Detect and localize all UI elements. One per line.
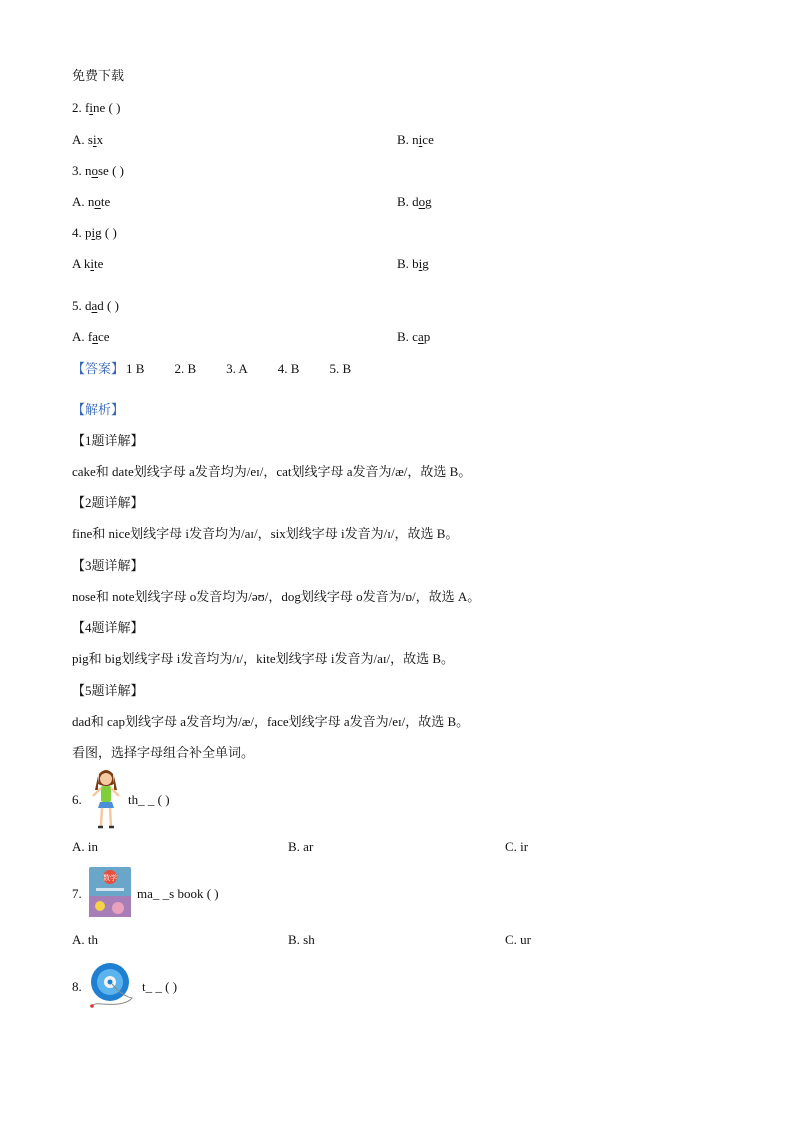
question-6-option-a[interactable]: A. in: [72, 839, 98, 854]
question-6-option-c[interactable]: C. ir: [505, 839, 529, 854]
analysis-tag: 【解析】: [72, 402, 125, 417]
question-2-option-a[interactable]: A. six: [72, 132, 104, 147]
question-3-option-b[interactable]: B. dog: [397, 194, 432, 209]
question-7-option-c[interactable]: C. ur: [505, 932, 531, 947]
section-instruction: 看图，选择字母组合补全单词。: [72, 745, 255, 760]
detail-4-text: pig和 big划线字母 i发音均为/ɪ/，kite划线字母 i发音为/aɪ/，故选 B。: [72, 651, 455, 666]
answer-line: [72, 360, 373, 378]
answer-item: 5. B: [329, 361, 352, 376]
detail-4-title: 【4题详解】: [72, 620, 144, 635]
question-4-option-a[interactable]: A kite: [72, 256, 104, 271]
question-8-number: 8.: [72, 979, 82, 994]
question-5-stem: 5. dad ( ): [72, 298, 119, 313]
question-5-option-a[interactable]: A. face: [72, 329, 110, 344]
question-3-option-a[interactable]: A. note: [72, 194, 111, 209]
question-4-option-b[interactable]: B. big: [397, 256, 429, 271]
question-7-stem: ma_ _s book ( ): [137, 886, 219, 901]
question-7-number: 7.: [72, 886, 82, 901]
question-3-stem: 3. nose ( ): [72, 163, 124, 178]
answer-item: 2. B: [174, 361, 197, 376]
yoyo-image: [88, 960, 136, 1008]
answer-tag: 【答案】: [72, 361, 125, 376]
answer-item: 3. A: [226, 361, 248, 376]
detail-1-title: 【1题详解】: [72, 433, 144, 448]
detail-3-text: nose和 note划线字母 o发音均为/əʊ/，dog划线字母 o发音为/ɒ/，故选 A。: [72, 589, 481, 604]
detail-1-text: cake和 date划线字母 a发音均为/eɪ/，cat划线字母 a发音为/æ/，故选 B。: [72, 464, 472, 479]
question-7-option-b[interactable]: B. sh: [288, 932, 315, 947]
question-8-stem: t_ _ ( ): [142, 979, 178, 994]
question-2-option-b[interactable]: B. nice: [397, 132, 434, 147]
answer-item: 4. B: [277, 361, 300, 376]
detail-3-title: 【3题详解】: [72, 558, 144, 573]
book-title: 数学: [103, 874, 117, 882]
question-7-option-a[interactable]: A. th: [72, 932, 98, 947]
question-6-number: 6.: [72, 792, 82, 807]
page-header: 免费下载: [72, 68, 125, 83]
detail-2-text: fine和 nice划线字母 i发音均为/aɪ/，six划线字母 i发音为/ɪ/，故选 B。: [72, 526, 459, 541]
detail-5-title: 【5题详解】: [72, 683, 144, 698]
math-book-image: [88, 866, 132, 918]
girl-image: [90, 768, 122, 830]
question-6-stem: th_ _ ( ): [128, 792, 170, 807]
answer-item: 1 B: [126, 361, 145, 376]
question-5-option-b[interactable]: B. cap: [397, 329, 431, 344]
question-4-stem: 4. pig ( ): [72, 225, 117, 240]
detail-5-text: dad和 cap划线字母 a发音均为/æ/，face划线字母 a发音为/eɪ/，故选 B。: [72, 714, 470, 729]
detail-2-title: 【2题详解】: [72, 495, 144, 510]
question-6-option-b[interactable]: B. ar: [288, 839, 314, 854]
question-2-stem: 2. fine ( ): [72, 100, 121, 115]
